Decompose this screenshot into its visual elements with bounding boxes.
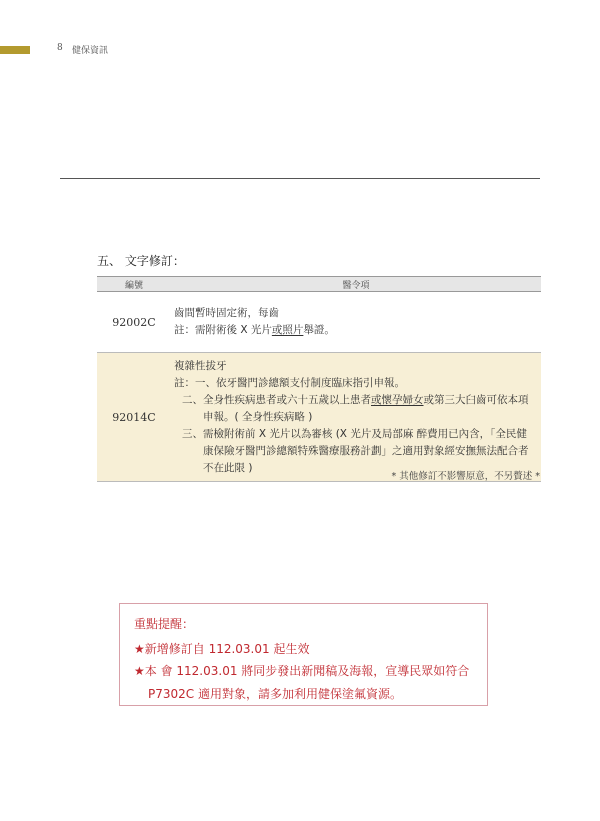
column-header-code: 編號 [97,277,171,292]
note-text: 需檢附術前 X 光片以為審核 (X 光片及局部麻 醉費用已內含，「全民健康保險牙醫門診總額特殊醫療服務計劃」之適用對象經安撫無法配合者不在此限 ) [203,427,529,474]
item-description: 複雜性拔牙 [174,359,227,372]
table-row [97,292,541,353]
item-note: 註：一、依牙醫門診總額支付制度臨床指引申報。 [174,376,405,389]
revision-table [97,276,541,482]
column-header-item: 醫令項 [171,277,541,292]
running-header-title: 健保資訊 [72,46,109,56]
note-text-part: 全身性疾病患者或六十五歲以上患者 [203,393,371,406]
reminder-item-continued: P7302C 適用對象，請多加利用健保塗氟資源。 [148,687,402,701]
note-text [203,392,540,426]
section-title: 五、 文字修訂： [97,254,185,268]
cell-code: 92014C [97,353,171,482]
reminder-box [119,603,488,706]
page-number: 8 [57,43,63,53]
note-underlined-text: 或照片 [271,324,304,336]
header-accent-bar [0,46,30,54]
note-number: 二、 [182,393,203,406]
note-text-part: 或第三大臼齒可依本項申報。( 全身性疾病略 ) [203,393,529,423]
reminder-item: ★本 會 112.03.01 將同步發出新聞稿及海報，宣導民眾如符合 [134,664,470,678]
note-text: 舉證。 [303,324,335,336]
cell-content [171,292,541,353]
footnote: * 其他修訂不影響原意，不另贅述 * [391,471,540,482]
reminder-item: ★新增修訂自 112.03.01 起生效 [134,642,310,656]
note-number: 三、 [182,427,203,440]
note-text: 註：需附術後 X 光片 [174,324,272,336]
reminder-title: 重點提醒： [134,617,195,631]
cell-code: 92002C [97,292,171,353]
top-divider [60,178,540,179]
note-underlined-text: 或懷孕婦女 [371,393,424,406]
item-note [174,322,540,339]
item-note [174,392,540,426]
table-row [97,353,541,482]
table-header-row [97,277,541,292]
item-description: 齒間暫時固定術，每齒 [174,307,279,319]
cell-content [171,353,541,482]
